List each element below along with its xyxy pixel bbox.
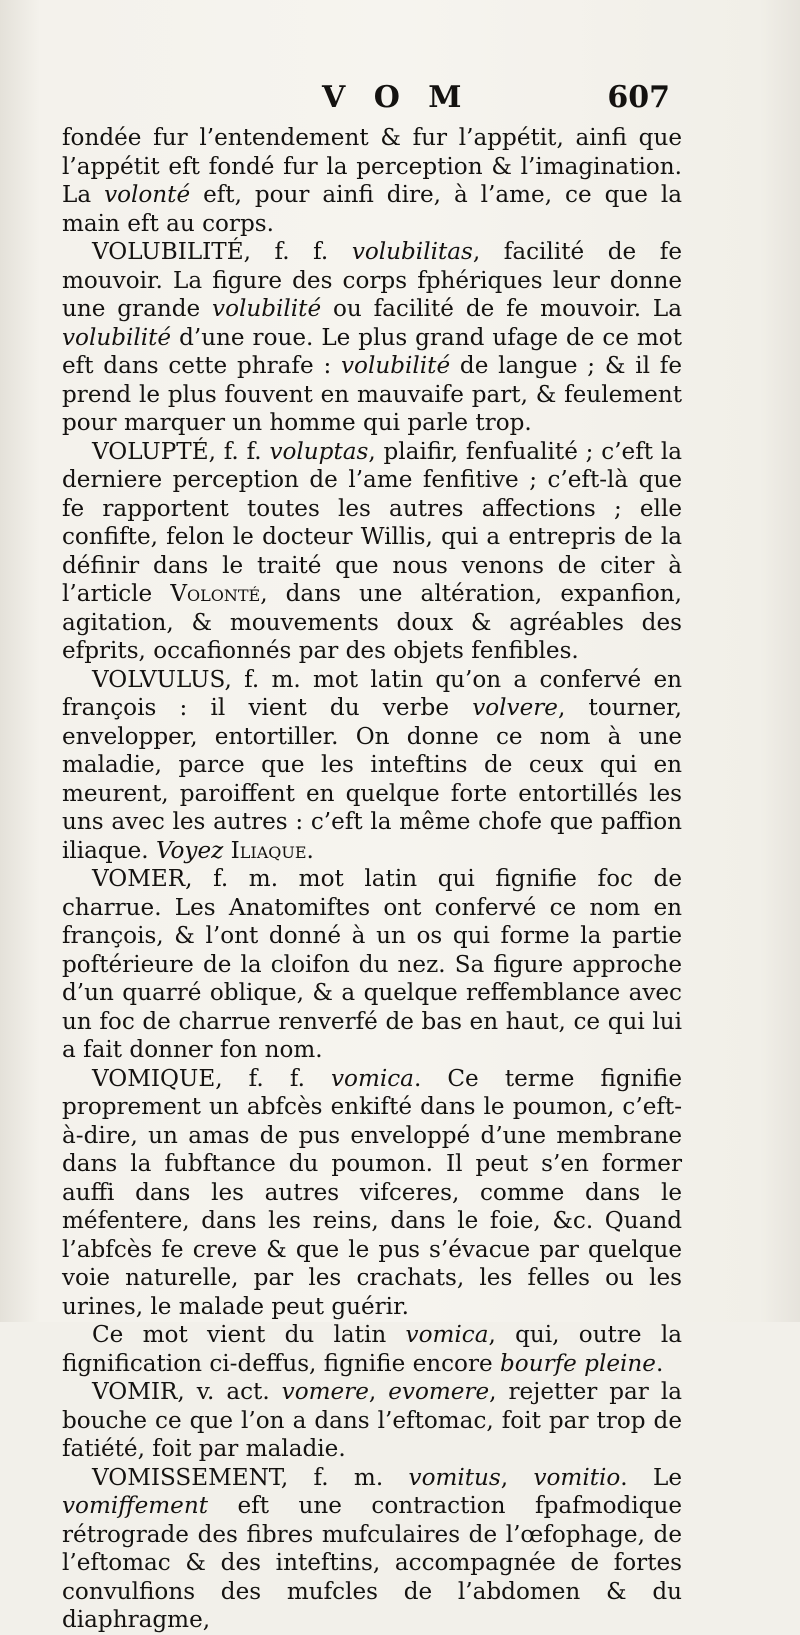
body-text: , f. f.	[215, 1065, 332, 1092]
body-text: , rejetter par la bouche ce que l’on a dans l’eftomac, foit par trop de fatiété, foit par maladie.	[62, 1379, 682, 1462]
body-text: , v. act.	[177, 1379, 282, 1405]
entry-headword: VOMIR	[92, 1379, 178, 1405]
body-text: , f. m. mot latin qu’on a confervé en françois : il vient du verbe	[62, 666, 682, 721]
body-text: Ce mot vient du latin	[92, 1322, 406, 1348]
entry-headword: VOLUBILITÉ	[92, 239, 244, 265]
body-text: .	[655, 1350, 664, 1377]
continued-paragraph	[62, 124, 682, 238]
dictionary-entry	[62, 238, 682, 438]
italic-text: volubilitas	[351, 239, 473, 265]
dictionary-entry	[62, 1321, 682, 1378]
body-text: , f. m.	[280, 1464, 409, 1491]
running-head-title: V O M	[322, 80, 471, 115]
italic-text: bourfe pleine	[500, 1350, 656, 1377]
running-head	[0, 80, 800, 120]
italic-text: Voyez	[155, 837, 224, 864]
dictionary-entry	[62, 865, 682, 1065]
body-text: .	[306, 837, 314, 864]
body-text: . Ce terme fignifie proprement un abfcès enkifté dans le poumon, c’eft-à-dire, un amas de pus enveloppé d’une membrane dans la fubftance du poumon. Il peut s’en former auffi dans les autres vifceres, comme dans le méfentere, dans les reins, dans le foie, &c. Quand l’abfcès fe creve & que le pus s’évacue par quelque voie naturelle, par les crachats, les felles ou les urines, le malade peut guérir.	[62, 1065, 682, 1320]
dictionary-entry	[62, 666, 682, 866]
italic-text: vomere	[281, 1379, 369, 1405]
dictionary-entry	[62, 438, 682, 666]
body-text: , tourner, envelopper, entortiller. On donne ce nom à une maladie, parce que les inteftins de ceux qui en meurent, paroiffent en quelque forte entortillés les uns avec les autres : c’eft la même chofe que paffion iliaque.	[62, 695, 682, 864]
dictionary-entry	[62, 1378, 682, 1464]
italic-text: vomitus	[408, 1464, 501, 1491]
body-text	[223, 838, 230, 864]
body-text: . Le	[620, 1464, 682, 1491]
body-text: , dans une altération, expanfion, agitation, & mouvements doux & agréables des efprits, occafionnés par des objets fenfibles.	[62, 581, 683, 664]
body-text: Iliaque	[230, 837, 307, 864]
entry-headword: VOMISSEMENT	[92, 1464, 281, 1491]
body-text: eft une contraction fpafmodique rétrograde des fibres mufculaires de l’œfophage, de l’eftomac & des inteftins, accompagnée de fortes convulfions des mufcles de l’abdomen & du diaphragme,	[62, 1493, 682, 1633]
dictionary-entry	[62, 1464, 682, 1635]
italic-text: vomitio	[533, 1464, 621, 1491]
italic-text: volonté	[104, 182, 191, 208]
italic-text: volvere	[472, 695, 558, 721]
body-text: d’une roue. Le plus grand ufage de ce mot eft dans cette phrafe :	[62, 324, 682, 379]
italic-text: vomica	[405, 1322, 489, 1348]
text-column	[62, 124, 682, 1635]
page-number: 607	[607, 80, 670, 115]
italic-text: volubilité	[212, 296, 322, 322]
body-text: Volonté	[170, 581, 261, 607]
body-text: ,	[500, 1464, 534, 1491]
italic-text: volubilité	[341, 353, 451, 379]
italic-text: volubilité	[62, 324, 172, 351]
body-text: de langue ; & il fe prend le plus fouvent en mauvaife part, & feulement pour marquer un homme qui parle trop.	[62, 353, 682, 436]
italic-text: voluptas	[269, 438, 369, 465]
dictionary-entry	[62, 1065, 682, 1322]
body-text: , plaifir, fenfualité ; c’eft la derniere perception de l’ame fenfitive ; c’eft-là que fe rapportent toutes les autres affections ; elle confifte, felon le docteur Willis, qui a entrepris de la définir dans le traité que nous venons de citer à l’article	[62, 438, 682, 607]
entry-headword: VOLUPTÉ	[92, 438, 209, 465]
body-text: , facilité de fe mouvoir. La figure des corps fphériques leur donne une grande	[62, 239, 682, 322]
body-text: , f. f.	[208, 438, 270, 465]
body-text: , f. f.	[243, 239, 352, 265]
italic-text: vomica	[331, 1065, 414, 1092]
entry-headword: VOMER	[92, 866, 186, 892]
entry-headword: VOLVULUS	[92, 666, 225, 693]
body-text: ou facilité de fe mouvoir. La	[321, 296, 682, 322]
body-text: , f. m. mot latin qui fignifie foc de charrue. Les Anatomiftes ont confervé ce nom en françois, & l’ont donné à un os qui forme la partie poftérieure de la cloifon du nez. Sa figure approche d’un quarré oblique, & a quelque reffemblance avec un foc de charrue renverfé de bas en haut, ce qui lui a fait donner fon nom.	[62, 866, 682, 1063]
body-text: fondée fur l’entendement & fur l’appétit, ainfi que l’appétit eft fondé fur la perception & l’imagination. La	[62, 125, 682, 208]
body-text: ,	[368, 1379, 389, 1405]
body-text: eft, pour ainfi dire, à l’ame, ce que la main eft au corps.	[62, 182, 682, 237]
body-text: , qui, outre la fignification ci-deffus, fignifie encore	[62, 1322, 682, 1377]
italic-text: evomere	[388, 1379, 490, 1405]
italic-text: vomiffement	[62, 1493, 208, 1519]
entry-headword: VOMIQUE	[92, 1065, 216, 1092]
